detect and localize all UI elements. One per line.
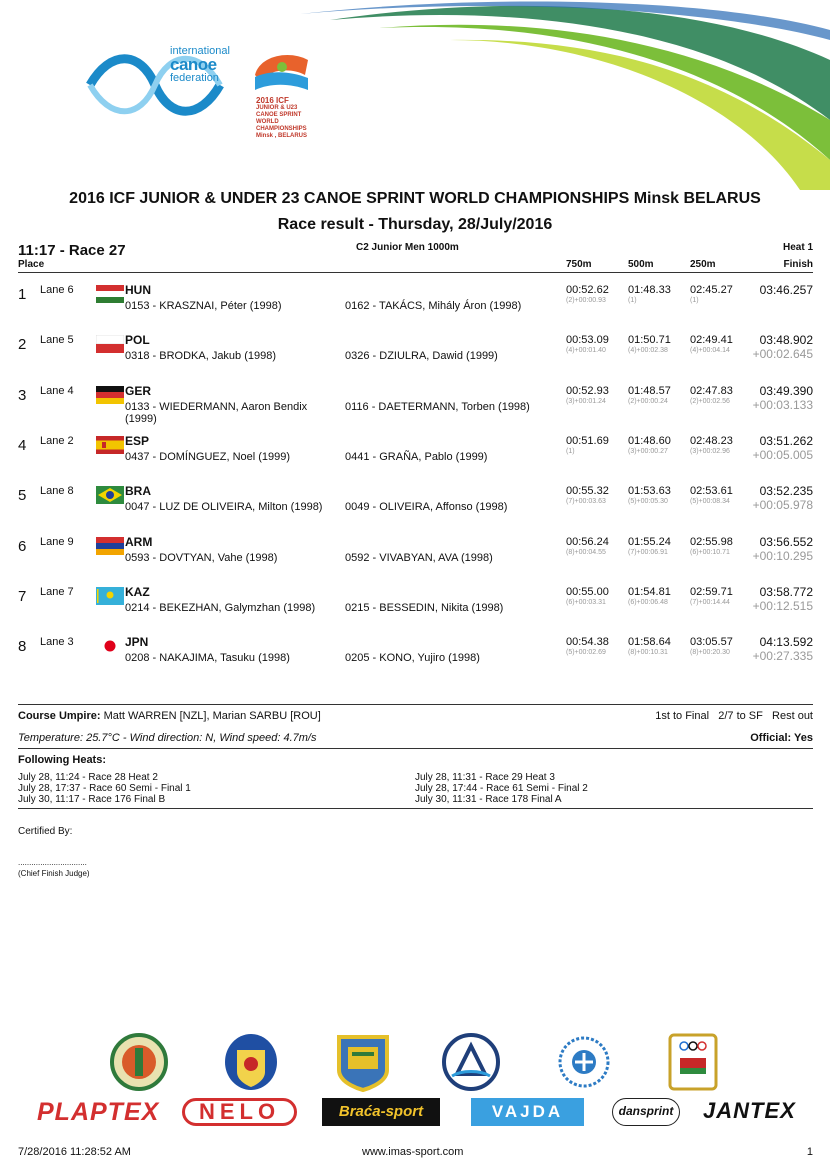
split-500m: 01:53.63 (628, 485, 671, 498)
sponsor-plaptex: PLAPTEX (37, 1098, 160, 1126)
time-behind: +00:03.133 (752, 397, 813, 412)
split-250m: 02:45.27 (690, 284, 733, 296)
split-250m-rank: (5)+00:08.34 (690, 498, 730, 506)
athlete-name: 0593 - DOVTYAN, Vahe (1998) (125, 551, 278, 564)
split-750m-rank: (7)+00:03.63 (566, 498, 606, 506)
time-behind: +00:10.295 (752, 548, 813, 563)
crest-emblem-icon (110, 1032, 168, 1092)
split-250m-rank: (4)+00:04.14 (690, 347, 730, 355)
split-250m: 02:59.71 (690, 585, 733, 598)
following-heat: July 30, 11:31 - Race 178 Final A (415, 794, 562, 805)
nation-code: JPN (125, 635, 149, 650)
table-row (0, 332, 830, 382)
split-250m-rank: (8)+00:20.30 (690, 649, 730, 657)
split-500m-rank: (5)+00:05.30 (628, 498, 668, 506)
split-750m-rank: (3)+00:01.24 (566, 397, 606, 405)
athlete-name: 0592 - VIVABYAN, AVA (1998) (345, 551, 493, 564)
split-500m-rank: (1) (628, 297, 637, 304)
finish-time: 03:49.390 (759, 383, 813, 398)
header-divider (18, 272, 813, 273)
official-status: Official: Yes (750, 732, 813, 744)
certified-label: Certified By: (18, 826, 73, 837)
arm-flag-icon (96, 537, 124, 555)
finish-time: 03:46.257 (759, 283, 813, 297)
divider (18, 748, 813, 749)
divider (18, 808, 813, 809)
chief-finish-judge: (Chief Finish Judge) (18, 869, 90, 878)
athlete-name: 0215 - BESSEDIN, Nikita (1998) (345, 601, 504, 614)
following-heat: July 28, 11:31 - Race 29 Heat 3 (415, 772, 555, 783)
finish-time: 03:56.552 (759, 534, 813, 549)
nation-code: HUN (125, 283, 151, 297)
athlete-name: 0153 - KRASZNAI, Péter (1998) (125, 300, 282, 312)
split-500m: 01:48.33 (628, 284, 671, 296)
split-500m-rank: (6)+00:06.48 (628, 598, 668, 606)
table-row (0, 483, 830, 533)
olympic-committee-emblem-icon (664, 1032, 722, 1092)
lane: Lane 4 (40, 384, 74, 397)
athlete-name: 0133 - WIEDERMANN, Aaron Bendix (1999) (125, 400, 308, 425)
lane: Lane 5 (40, 334, 74, 347)
website-link[interactable]: www.imas-sport.com (362, 1146, 464, 1158)
split-750m: 00:51.69 (566, 434, 609, 447)
athlete-name: 0326 - DZIULRA, Dawid (1999) (345, 350, 498, 363)
finish-time: 03:48.902 (759, 333, 813, 348)
rank: 4 (18, 436, 27, 454)
nation-code: BRA (125, 484, 151, 499)
umpire-names: Matt WARREN [NZL], Marian SARBU [ROU] (103, 710, 321, 722)
rank: 8 (18, 638, 27, 656)
athlete-name: 0437 - DOMÍNGUEZ, Noel (1999) (125, 450, 291, 463)
esp-flag-icon (96, 436, 124, 454)
split-250m: 02:53.61 (690, 485, 733, 498)
sponsor-braca-sport: Braća-sport (322, 1098, 440, 1126)
divider (18, 704, 813, 705)
time-behind: +00:12.515 (752, 598, 813, 613)
table-row (0, 282, 830, 332)
split-250m: 02:49.41 (690, 334, 733, 347)
column-header-500m: 500m (628, 259, 654, 270)
time-behind: +00:27.335 (752, 649, 813, 664)
sponsor-jantex: JANTEX (703, 1098, 796, 1123)
split-250m: 02:48.23 (690, 434, 733, 447)
icf-logo-text: international canoe federation (170, 45, 230, 84)
athlete-name: 0047 - LUZ DE OLIVEIRA, Milton (1998) (125, 501, 323, 514)
nation-code: POL (125, 333, 150, 348)
weather-info: Temperature: 25.7°C - Wind direction: N, Wind speed: 4.7m/s (18, 732, 317, 744)
split-750m-rank: (4)+00:01.40 (566, 347, 606, 355)
time-behind: +00:02.645 (752, 347, 813, 362)
split-750m: 00:54.38 (566, 636, 609, 649)
split-250m-rank: (1) (690, 297, 699, 304)
split-250m-rank: (3)+00:02.96 (690, 447, 730, 455)
print-timestamp: 7/28/2016 11:28:52 AM (18, 1146, 131, 1158)
split-750m-rank: (1) (566, 447, 575, 455)
following-heat: July 28, 11:24 - Race 28 Heat 2 (18, 772, 158, 783)
event-logo-text: 2016 ICF JUNIOR & U23 CANOE SPRINT WORLD CHAMPIONSHIPS Minsk , BELARUS (256, 96, 308, 139)
split-500m-rank: (4)+00:02.38 (628, 347, 668, 355)
time-behind: +00:05.978 (752, 498, 813, 513)
lane: Lane 9 (40, 535, 74, 548)
city-shield-icon (334, 1032, 392, 1092)
race-category: C2 Junior Men 1000m (356, 242, 459, 253)
split-250m: 02:47.83 (690, 384, 733, 397)
column-header-750m: 750m (566, 259, 592, 270)
lane: Lane 3 (40, 636, 74, 649)
sponsor-dansprint: dansprint (612, 1098, 680, 1126)
course-umpire (18, 710, 321, 722)
sports-ministry-emblem-icon (555, 1032, 613, 1092)
split-500m: 01:54.81 (628, 585, 671, 598)
nation-code: KAZ (125, 584, 150, 599)
following-heat: July 30, 11:17 - Race 176 Final B (18, 794, 166, 805)
ger-flag-icon (96, 386, 124, 404)
following-heats-title: Following Heats: (18, 754, 106, 766)
split-500m-rank: (8)+00:10.31 (628, 649, 668, 657)
table-row (0, 433, 830, 483)
split-750m: 00:52.93 (566, 384, 609, 397)
split-750m-rank: (6)+00:03.31 (566, 598, 606, 606)
split-250m-rank: (6)+00:10.71 (690, 548, 730, 556)
lane: Lane 7 (40, 585, 74, 598)
kaz-flag-icon (96, 587, 124, 605)
nation-code: ESP (125, 433, 150, 448)
split-250m-rank: (2)+00:02.56 (690, 397, 730, 405)
rank: 7 (18, 587, 27, 605)
finish-time: 03:52.235 (759, 484, 813, 499)
split-500m-rank: (2)+00:00.24 (628, 397, 668, 405)
lane: Lane 6 (40, 284, 74, 296)
lane: Lane 8 (40, 485, 74, 498)
split-500m: 01:50.71 (628, 334, 671, 347)
split-500m: 01:58.64 (628, 636, 671, 649)
table-row (0, 584, 830, 634)
document-subtitle: Race result - Thursday, 28/July/2016 (277, 216, 553, 233)
table-row (0, 534, 830, 584)
athlete-name: 0162 - TAKÁCS, Mihály Áron (1998) (345, 300, 522, 312)
following-heats-right (415, 772, 588, 805)
split-750m: 00:56.24 (566, 535, 609, 548)
signature-line: ............................... (18, 858, 87, 867)
heat-label: Heat 1 (782, 242, 813, 253)
following-heat: July 28, 17:44 - Race 61 Semi - Final 2 (415, 783, 588, 794)
split-500m: 01:55.24 (628, 535, 671, 548)
column-header-finish: Finish (783, 259, 813, 270)
nation-code: ARM (125, 534, 153, 549)
athlete-name: 0205 - KONO, Yujiro (1998) (345, 652, 480, 665)
jpn-flag-icon (96, 637, 124, 655)
progression-rules: 1st to Final 2/7 to SF Rest out (655, 710, 813, 722)
athlete-name: 0116 - DAETERMANN, Torben (1998) (345, 400, 530, 413)
split-750m: 00:55.00 (566, 585, 609, 598)
nation-code: GER (125, 383, 152, 398)
athlete-name: 0049 - OLIVEIRA, Affonso (1998) (345, 501, 508, 514)
page-number: 1 (806, 1146, 813, 1158)
minsk-coat-of-arms-icon (222, 1032, 280, 1092)
split-500m: 01:48.57 (628, 384, 671, 397)
split-750m: 00:53.09 (566, 334, 609, 347)
split-750m-rank: (2)+00:00.93 (566, 297, 606, 304)
rank: 1 (18, 286, 27, 303)
finish-time: 03:58.772 (759, 584, 813, 599)
split-500m-rank: (7)+00:06.91 (628, 548, 668, 556)
following-heat: July 28, 17:37 - Race 60 Semi - Final 1 (18, 783, 191, 794)
column-header-place: Place (18, 259, 45, 270)
bra-flag-icon (96, 486, 124, 504)
split-750m: 00:52.62 (566, 284, 609, 296)
race-time: 11:17 - Race 27 (18, 242, 126, 259)
finish-time: 03:51.262 (759, 433, 813, 448)
split-250m: 02:55.98 (690, 535, 733, 548)
athlete-name: 0318 - BRODKA, Jakub (1998) (125, 350, 277, 363)
document-title: 2016 ICF JUNIOR & UNDER 23 CANOE SPRINT WORLD CHAMPIONSHIPS Minsk BELARUS (69, 190, 761, 207)
time-behind: +00:05.005 (752, 447, 813, 462)
rank: 3 (18, 386, 27, 404)
lane: Lane 2 (40, 434, 74, 447)
split-250m-rank: (7)+00:14.44 (690, 598, 730, 606)
split-500m-rank: (3)+00:00.27 (628, 447, 668, 455)
sponsor-nelo: NELO (182, 1098, 297, 1126)
pol-flag-icon (96, 335, 124, 353)
split-750m-rank: (5)+00:02.69 (566, 649, 606, 657)
split-500m: 01:48.60 (628, 434, 671, 447)
rank: 6 (18, 537, 27, 555)
hun-flag-icon (96, 285, 124, 303)
sponsor-vajda: VAJDA (471, 1098, 584, 1126)
split-750m: 00:55.32 (566, 485, 609, 498)
athlete-name: 0441 - GRAÑA, Pablo (1999) (345, 450, 488, 463)
split-750m-rank: (8)+00:04.55 (566, 548, 606, 556)
finish-time: 04:13.592 (759, 635, 813, 650)
rank: 2 (18, 336, 27, 354)
rank: 5 (18, 487, 27, 505)
athlete-name: 0208 - NAKAJIMA, Tasuku (1998) (125, 652, 290, 665)
following-heats-left (18, 772, 191, 805)
athlete-name: 0214 - BEKEZHAN, Galymzhan (1998) (125, 601, 316, 614)
federation-emblem-icon (442, 1032, 500, 1092)
split-250m: 03:05.57 (690, 636, 733, 649)
umpire-label: Course Umpire: (18, 710, 101, 722)
table-row (0, 634, 830, 684)
table-row (0, 383, 830, 433)
column-header-250m: 250m (690, 259, 716, 270)
